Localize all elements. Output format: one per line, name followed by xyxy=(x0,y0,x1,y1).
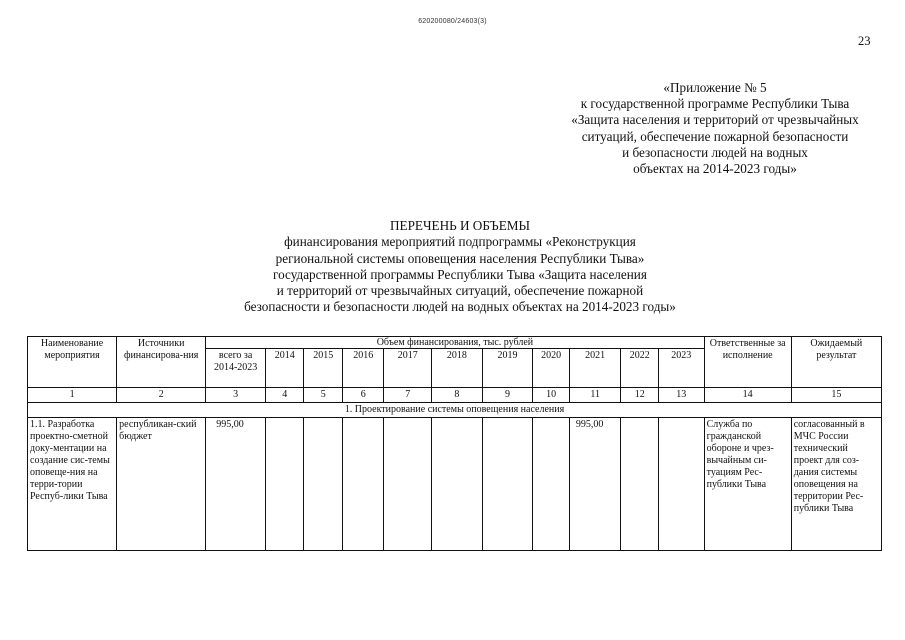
appendix-line: к государственной программе Республики Тыва xyxy=(580,96,850,112)
header-year: 2019 xyxy=(482,349,533,388)
cell-2018 xyxy=(432,418,483,551)
header-source: Источники финансирова-ния xyxy=(117,337,206,388)
cell-2016 xyxy=(342,418,384,551)
document-id: 620200080/24603(3) xyxy=(418,18,487,25)
cell-2021: 995,00 xyxy=(569,418,621,551)
title-heading: ПЕРЕЧЕНЬ И ОБЪЕМЫ xyxy=(390,218,530,233)
appendix-line: «Защита населения и территорий от чрезвычайных xyxy=(571,112,859,128)
column-number: 4 xyxy=(266,388,304,403)
column-number: 10 xyxy=(533,388,569,403)
header-total: всего за 2014-2023 xyxy=(206,349,266,388)
header-responsible: Ответственные за исполнение xyxy=(704,337,791,388)
cell-2019 xyxy=(482,418,533,551)
column-number: 12 xyxy=(621,388,658,403)
column-number: 2 xyxy=(117,388,206,403)
appendix-block xyxy=(520,80,905,177)
cell-responsible: Служба по гражданской обороне и чрез-вычайным си-туациям Рес-публики Тыва xyxy=(704,418,791,551)
header-year: 2015 xyxy=(304,349,342,388)
section-title: 1. Проектирование системы оповещения населения xyxy=(28,403,882,418)
section-row xyxy=(28,403,882,418)
cell-result: согласованный в МЧС России технический проект для соз-дания системы оповещения на территории Рес-публики Тыва xyxy=(791,418,881,551)
header-year: 2023 xyxy=(658,349,704,388)
appendix-line: объектах на 2014-2023 годы» xyxy=(633,161,797,177)
column-number: 14 xyxy=(704,388,791,403)
header-year: 2014 xyxy=(266,349,304,388)
column-number: 11 xyxy=(569,388,621,403)
header-volume: Объем финансирования, тыс. рублей xyxy=(206,337,704,349)
cell-source: республикан-ский бюджет xyxy=(117,418,206,551)
appendix-line: «Приложение № 5 xyxy=(663,80,767,95)
column-number: 1 xyxy=(28,388,117,403)
title-line: безопасности и безопасности людей на водных объектах на 2014-2023 годы» xyxy=(244,299,676,315)
column-number: 5 xyxy=(304,388,342,403)
title-line: государственной программы Республики Тыва «Защита населения xyxy=(273,266,647,282)
appendix-line: и безопасности людей на водных xyxy=(622,144,808,160)
cell-2014 xyxy=(266,418,304,551)
column-number: 13 xyxy=(658,388,704,403)
appendix-line: ситуаций, обеспечение пожарной безопасности xyxy=(581,128,849,144)
column-number: 6 xyxy=(342,388,384,403)
title-line: и территорий от чрезвычайных ситуаций, обеспечение пожарной xyxy=(276,283,644,299)
header-year: 2020 xyxy=(533,349,569,388)
table-header-row xyxy=(28,337,882,349)
page-number: 23 xyxy=(858,34,871,48)
cell-total: 995,00 xyxy=(206,418,266,551)
header-result: Ожидаемый результат xyxy=(791,337,881,388)
title-line: региональной системы оповещения населения Республики Тыва» xyxy=(275,250,645,266)
header-year: 2017 xyxy=(384,349,432,388)
column-number: 15 xyxy=(791,388,881,403)
financing-table xyxy=(27,336,882,551)
cell-2020 xyxy=(533,418,569,551)
column-number: 7 xyxy=(384,388,432,403)
title-line: финансирования мероприятий подпрограммы «Реконструкция xyxy=(284,234,636,250)
cell-name: 1.1. Разработка проектно-сметной доку-ментации на создание сис-темы оповеще-ния на терри-тории Респуб-лики Тыва xyxy=(28,418,117,551)
header-year: 2021 xyxy=(569,349,621,388)
header-year: 2018 xyxy=(432,349,483,388)
column-number: 9 xyxy=(482,388,533,403)
column-number: 8 xyxy=(432,388,483,403)
table-row xyxy=(28,418,882,551)
column-number: 3 xyxy=(206,388,266,403)
column-number-row xyxy=(28,388,882,403)
title-block xyxy=(140,218,780,316)
cell-2023 xyxy=(658,418,704,551)
header-name: Наименование мероприятия xyxy=(28,337,117,388)
cell-2015 xyxy=(304,418,342,551)
cell-2017 xyxy=(384,418,432,551)
cell-2022 xyxy=(621,418,658,551)
header-year: 2022 xyxy=(621,349,658,388)
header-year: 2016 xyxy=(342,349,384,388)
